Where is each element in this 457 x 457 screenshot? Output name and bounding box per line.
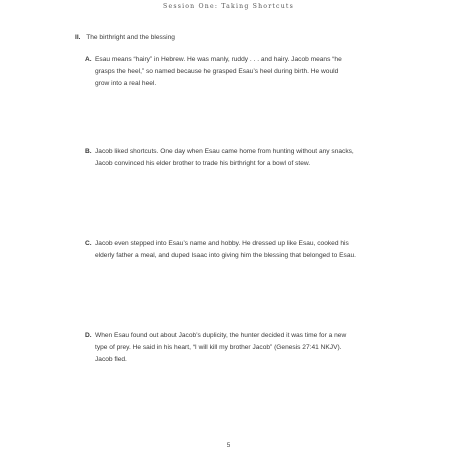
item-letter: C. bbox=[85, 240, 92, 247]
item-text bbox=[95, 54, 387, 91]
item-text bbox=[95, 330, 387, 367]
item-letter: D. bbox=[85, 332, 92, 339]
page-number: 5 bbox=[226, 442, 231, 449]
outline-item-c bbox=[85, 238, 387, 262]
running-header: Session One: Taking Shortcuts bbox=[163, 3, 294, 10]
item-line: elderly father a meal, and duped Isaac into giving him the blessing that belonged to Esau. bbox=[95, 252, 356, 260]
item-line: Jacob convinced his elder brother to trade his birthright for a bowl of stew. bbox=[95, 160, 311, 168]
item-letter: A. bbox=[85, 56, 92, 63]
outline-item-d bbox=[85, 330, 387, 367]
item-line: Jacob liked shortcuts. One day when Esau came home from hunting without any snacks, bbox=[95, 148, 354, 155]
item-line: Jacob even stepped into Esau’s name and hobby. He dressed up like Esau, cooked his bbox=[95, 240, 349, 247]
item-text bbox=[95, 238, 387, 262]
item-text bbox=[95, 146, 387, 170]
section-title: The birthright and the blessing bbox=[86, 34, 175, 41]
section-heading bbox=[75, 34, 175, 41]
outline-item-a bbox=[85, 54, 387, 91]
item-line: When Esau found out about Jacob’s duplicity, the hunter decided it was time for a new bbox=[95, 332, 347, 339]
item-line: grasps the heel,” so named because he grasped Esau’s heel during birth. He would bbox=[95, 68, 339, 76]
item-line: Jacob fled. bbox=[95, 356, 127, 364]
item-letter: B. bbox=[85, 148, 92, 155]
item-line: type of prey. He said in his heart, “I will kill my brother Jacob” (Genesis 27:41 NKJV). bbox=[95, 344, 342, 352]
outline-item-b bbox=[85, 146, 387, 170]
item-line: Esau means “hairy” in Hebrew. He was manly, ruddy . . . and hairy. Jacob means “he bbox=[95, 56, 342, 63]
item-line: grow into a real heel. bbox=[95, 80, 157, 88]
section-numeral: II. bbox=[75, 34, 81, 41]
